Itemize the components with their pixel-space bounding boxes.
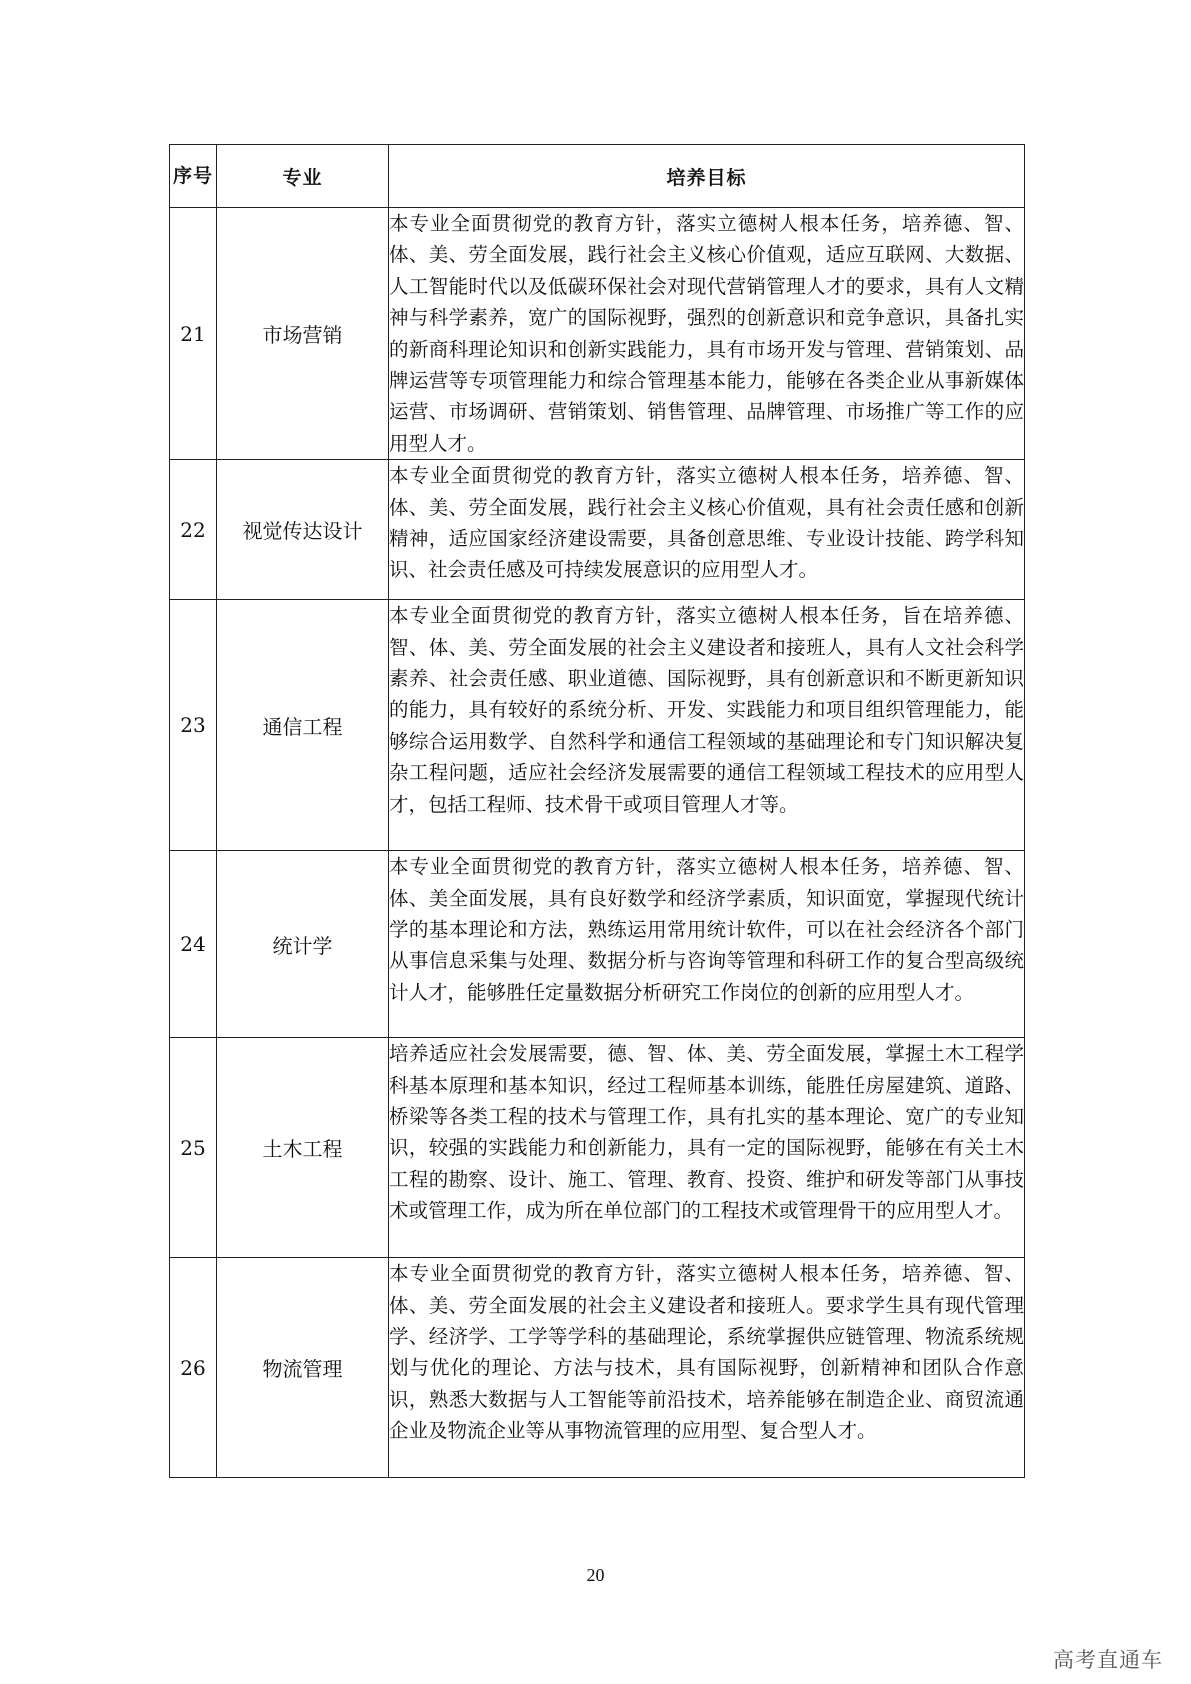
row-goal: 本专业全面贯彻党的教育方针，落实立德树人根本任务，旨在培养德、智、体、美、劳全面发展的社会主义建设者和接班人，具有人文社会科学素养、社会责任感、职业道德、国际视野，具有创新意识和不断更新知识的能力，具有较好的系统分析、开发、实践能力和项目组织管理能力，能够综合运用数学、自然科学和通信工程领域的基础理论和专门知识解决复杂工程问题，适应社会经济发展需要的通信工程领域工程技术的应用型人才，包括工程师、技术骨干或项目管理人才等。 <box>389 600 1025 851</box>
table-header <box>170 145 1025 208</box>
page-number: 20 <box>586 1565 605 1585</box>
majors-table <box>169 144 1025 1478</box>
header-row <box>170 145 1025 208</box>
row-index: 26 <box>170 1258 217 1478</box>
row-index: 23 <box>170 600 217 851</box>
row-major: 市场营销 <box>217 208 389 460</box>
row-index: 24 <box>170 851 217 1038</box>
table-row <box>170 851 1025 1038</box>
table-row <box>170 208 1025 460</box>
row-index: 25 <box>170 1038 217 1258</box>
header-index: 序号 <box>170 145 217 208</box>
row-goal: 本专业全面贯彻党的教育方针，落实立德树人根本任务，培养德、智、体、美全面发展，具有良好数学和经济学素质，知识面宽，掌握现代统计学的基本理论和方法，熟练运用常用统计软件，可以在社会经济各个部门从事信息采集与处理、数据分析与咨询等管理和科研工作的复合型高级统计人才，能够胜任定量数据分析研究工作岗位的创新的应用型人才。 <box>389 851 1025 1038</box>
table-row <box>170 1258 1025 1478</box>
table-row <box>170 1038 1025 1258</box>
row-goal: 培养适应社会发展需要，德、智、体、美、劳全面发展，掌握土木工程学科基本原理和基本知识，经过工程师基本训练，能胜任房屋建筑、道路、桥梁等各类工程的技术与管理工作，具有扎实的基本理论、宽广的专业知识，较强的实践能力和创新能力，具有一定的国际视野，能够在有关土木工程的勘察、设计、施工、管理、教育、投资、维护和研发等部门从事技术或管理工作，成为所在单位部门的工程技术或管理骨干的应用型人才。 <box>389 1038 1025 1258</box>
watermark-text: 高考直通车 <box>1053 1648 1163 1672</box>
header-goal: 培养目标 <box>389 145 1025 208</box>
row-major: 统计学 <box>217 851 389 1038</box>
row-index: 22 <box>170 460 217 600</box>
row-major: 物流管理 <box>217 1258 389 1478</box>
row-index: 21 <box>170 208 217 460</box>
row-goal: 本专业全面贯彻党的教育方针，落实立德树人根本任务，培养德、智、体、美、劳全面发展的社会主义建设者和接班人。要求学生具有现代管理学、经济学、工学等学科的基础理论，系统掌握供应链管理、物流系统规划与优化的理论、方法与技术，具有国际视野，创新精神和团队合作意识，熟悉大数据与人工智能等前沿技术，培养能够在制造企业、商贸流通企业及物流企业等从事物流管理的应用型、复合型人才。 <box>389 1258 1025 1478</box>
table-row <box>170 460 1025 600</box>
header-major: 专业 <box>217 145 389 208</box>
table-body <box>170 208 1025 1478</box>
row-goal: 本专业全面贯彻党的教育方针，落实立德树人根本任务，培养德、智、体、美、劳全面发展，践行社会主义核心价值观，具有社会责任感和创新精神，适应国家经济建设需要，具备创意思维、专业设计技能、跨学科知识、社会责任感及可持续发展意识的应用型人才。 <box>389 460 1025 600</box>
table-row <box>170 600 1025 851</box>
row-major: 土木工程 <box>217 1038 389 1258</box>
row-major: 通信工程 <box>217 600 389 851</box>
row-major: 视觉传达设计 <box>217 460 389 600</box>
row-goal: 本专业全面贯彻党的教育方针，落实立德树人根本任务，培养德、智、体、美、劳全面发展，践行社会主义核心价值观，适应互联网、大数据、人工智能时代以及低碳环保社会对现代营销管理人才的要求，具有人文精神与科学素养，宽广的国际视野，强烈的创新意识和竞争意识，具备扎实的新商科理论知识和创新实践能力，具有市场开发与管理、营销策划、品牌运营等专项管理能力和综合管理基本能力，能够在各类企业从事新媒体运营、市场调研、营销策划、销售管理、品牌管理、市场推广等工作的应用型人才。 <box>389 208 1025 460</box>
